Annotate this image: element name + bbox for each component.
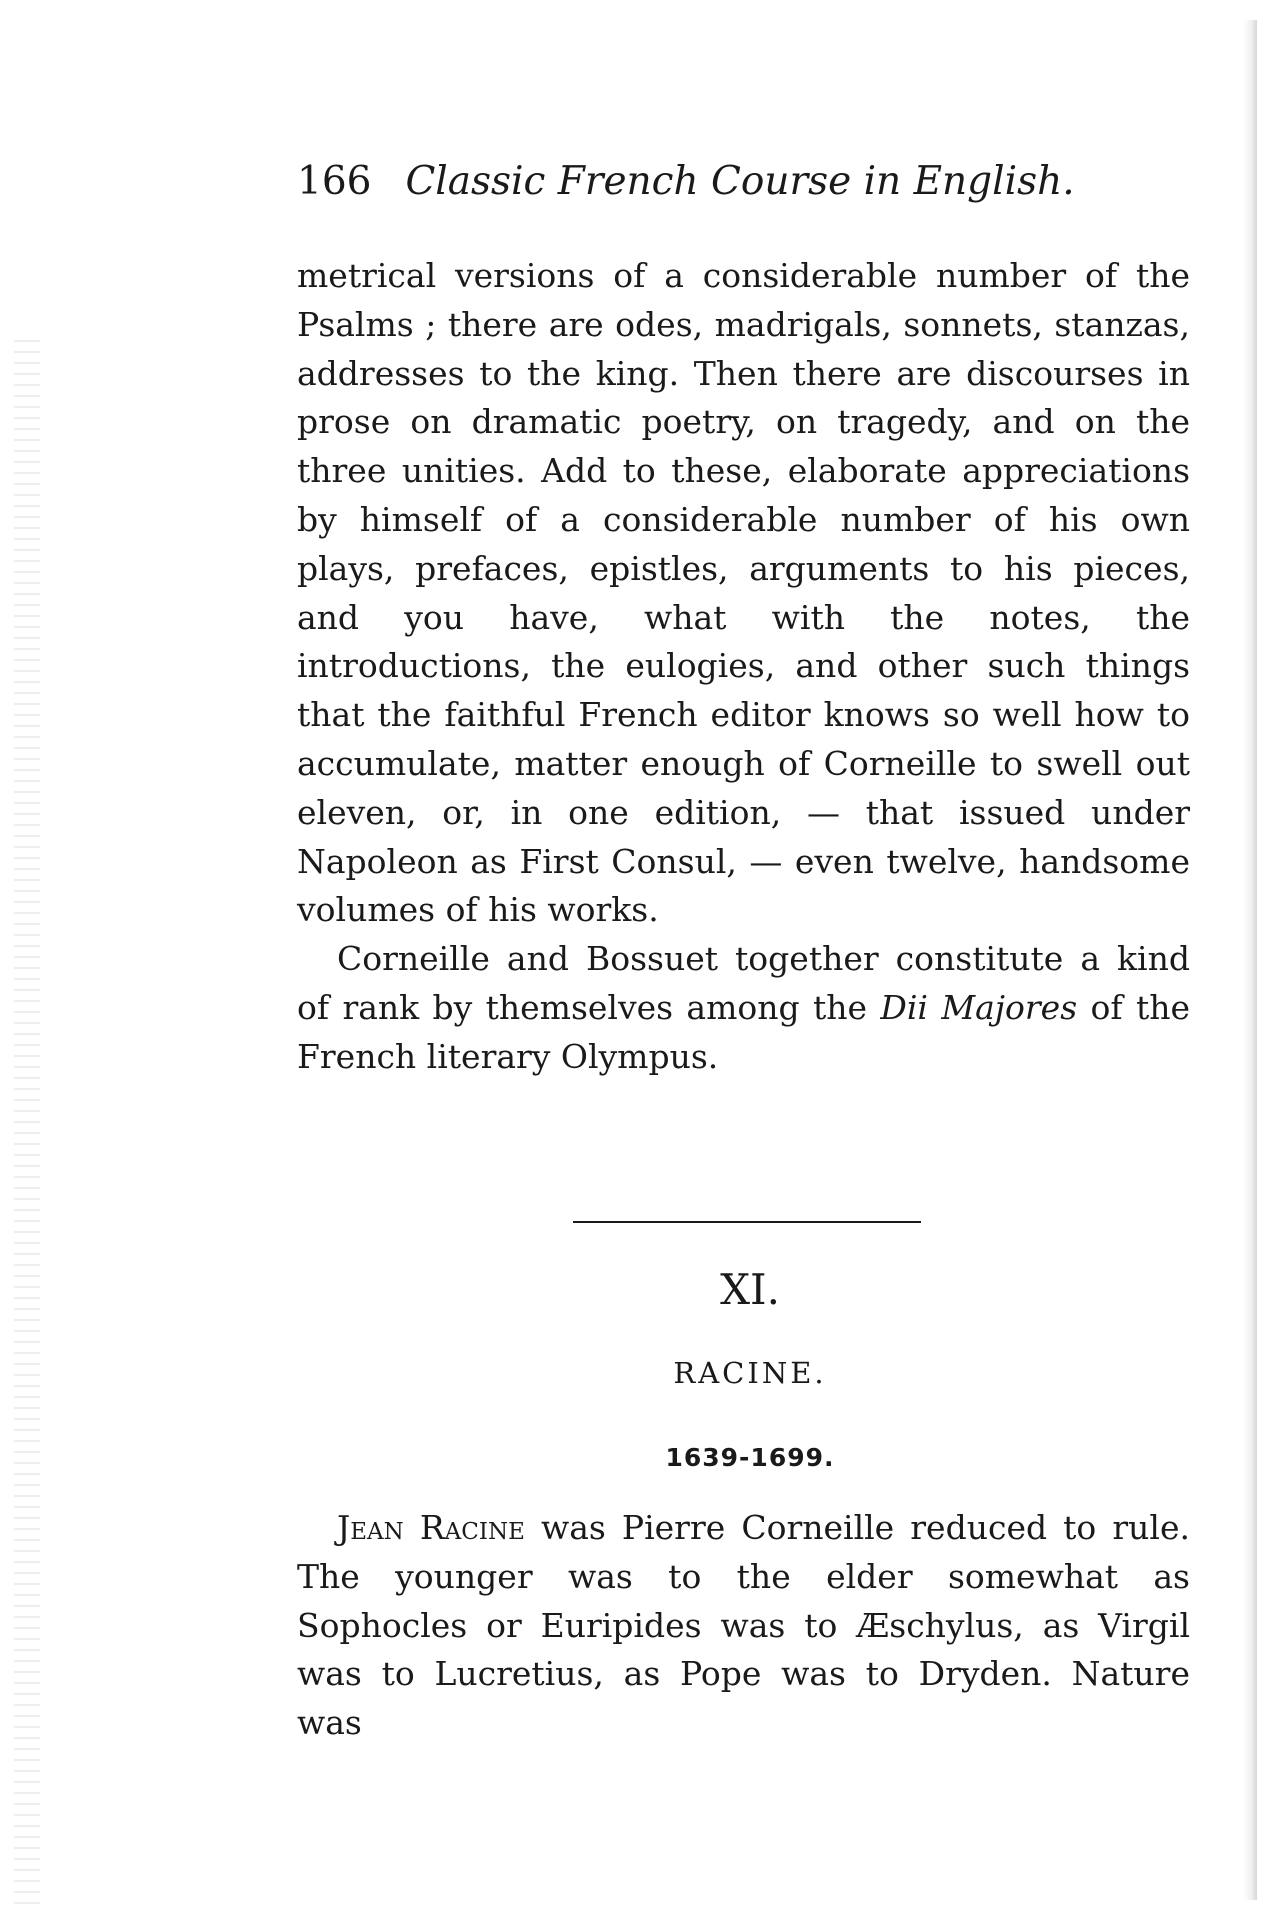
italic-phrase: Dii Majores (880, 987, 1078, 1027)
paragraph-dii-majores (297, 935, 1190, 1081)
paragraph-racine-text: was Pierre Corneille reduced to rule. The younger was to the elder somewhat as Sophocles or Euripides was to Æschylus, as Virgil was to Lucretius, as Pope was to Dryden. Nature was (297, 1508, 1190, 1743)
chapter-dates: 1639-1699. (665, 1443, 835, 1472)
chapter-title: RACINE. (673, 1356, 827, 1390)
section-divider (573, 1221, 921, 1223)
running-header (297, 159, 1197, 204)
page-edge-shadow-left (14, 340, 40, 1910)
paragraph-corneille-works: metrical versions of a considerable number of the Psalms ; there are odes, madrigals, sonnets, stanzas, addresses to the king. Then there are discourses in prose on dramatic poetry, on tragedy, and on the three unities. Add to these, elaborate appreciations by himself of a considerable number of his own plays, prefaces, epistles, arguments to his pieces, and you have, what with the notes, the introductions, the eulogies, and other such things that the faithful French editor knows so well how to accumulate, matter enough of Corneille to swell out eleven, or, in one edition, — that issued under Napoleon as First Consul, — even twelve, handsome volumes of his works. (297, 256, 1190, 930)
paragraph-dii-majores-end: of the French literary Olympus. (297, 987, 1190, 1076)
paragraph-dii-majores-text: Corneille and Bossuet together constitute a kind of rank by themselves among the (297, 939, 1190, 1027)
paragraph-racine-intro (297, 1504, 1190, 1748)
running-title: Classic French Course in English. (405, 159, 1075, 204)
chapter-number: XI. (720, 1265, 780, 1314)
page-edge-shadow-right (1243, 20, 1257, 1900)
author-name-smallcaps: Jean Racine (337, 1508, 525, 1547)
page-number: 166 (297, 159, 372, 204)
